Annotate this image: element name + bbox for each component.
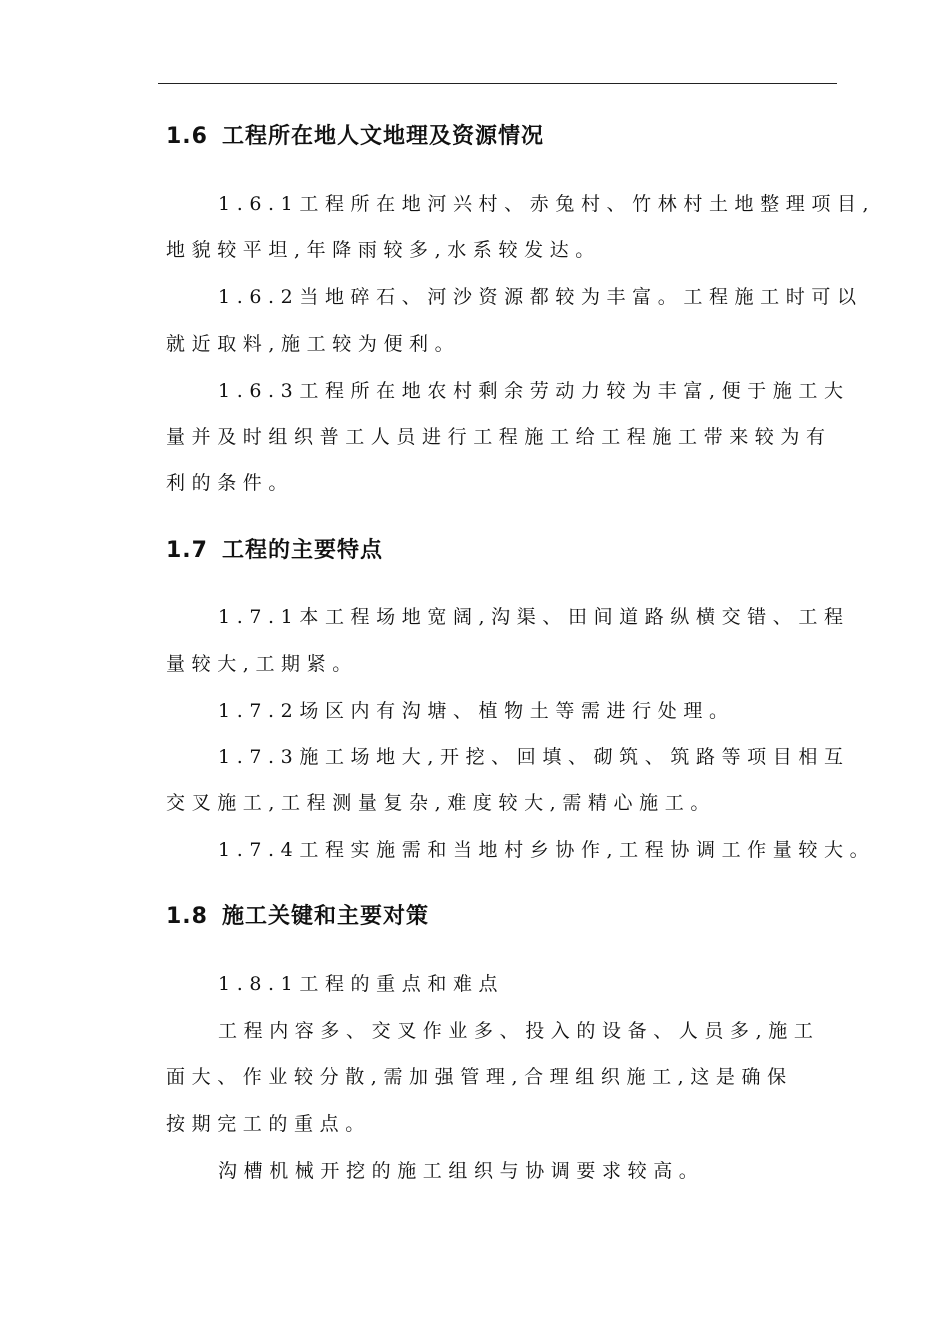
paragraph-line: 1.8.1工程的重点和难点 (218, 973, 505, 995)
section-number: 1.7 (166, 538, 208, 563)
section-title: 工程所在地人文地理及资源情况 (221, 124, 544, 149)
paragraph-line: 1.7.1本工程场地宽阔,沟渠、田间道路纵横交错、工程 (218, 606, 850, 628)
paragraph-line: 工程内容多、交叉作业多、投入的设备、人员多,施工 (218, 1020, 820, 1042)
section-heading-1-8 (166, 903, 429, 931)
paragraph-line: 交叉施工,工程测量复杂,难度较大,需精心施工。 (166, 792, 716, 814)
section-heading-1-6 (166, 123, 544, 151)
paragraph-line: 地貌较平坦,年降雨较多,水系较发达。 (166, 239, 601, 261)
paragraph-line: 1.7.4工程实施需和当地村乡协作,工程协调工作量较大。 (218, 839, 876, 861)
paragraph-line: 1.6.1工程所在地河兴村、赤兔村、竹林村土地整理项目, (218, 193, 876, 215)
section-title: 施工关键和主要对策 (221, 904, 429, 929)
paragraph-line: 利的条件。 (166, 472, 295, 494)
section-number: 1.6 (166, 124, 208, 149)
section-number: 1.8 (166, 904, 208, 929)
paragraph-line: 1.7.3施工场地大,开挖、回填、砌筑、筑路等项目相互 (218, 746, 850, 768)
paragraph-line: 1.6.2当地碎石、河沙资源都较为丰富。工程施工时可以 (218, 286, 863, 308)
paragraph-line: 1.6.3工程所在地农村剩余劳动力较为丰富,便于施工大 (218, 380, 850, 402)
paragraph-line: 面大、作业较分散,需加强管理,合理组织施工,这是确保 (166, 1066, 793, 1088)
section-title: 工程的主要特点 (221, 538, 383, 563)
section-heading-1-7 (166, 537, 383, 565)
paragraph-line: 量较大,工期紧。 (166, 653, 358, 675)
header-rule (158, 83, 837, 84)
paragraph-line: 按期完工的重点。 (166, 1113, 371, 1135)
paragraph-line: 1.7.2场区内有沟塘、植物土等需进行处理。 (218, 700, 735, 722)
paragraph-line: 就近取料,施工较为便利。 (166, 333, 461, 355)
paragraph-line: 量并及时组织普工人员进行工程施工给工程施工带来较为有 (166, 426, 832, 448)
paragraph-line: 沟槽机械开挖的施工组织与协调要求较高。 (218, 1160, 705, 1182)
